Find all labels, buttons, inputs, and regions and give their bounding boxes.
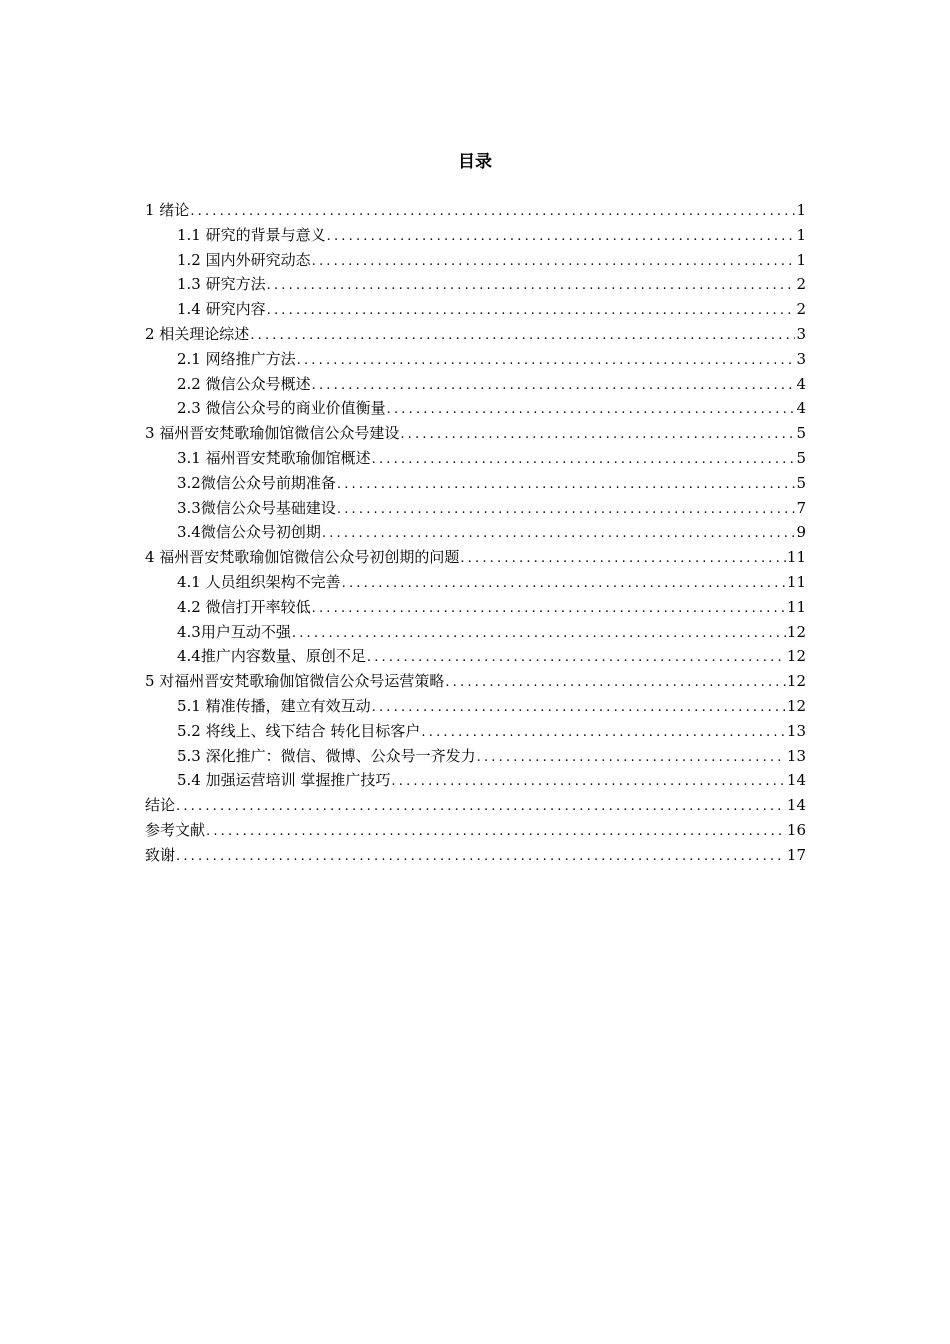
toc-entry[interactable] [145,570,806,595]
toc-entry-page: 12 [786,647,806,666]
toc-dot-leader [341,572,786,597]
toc-dot-leader [311,597,786,622]
toc-entry-page: 13 [786,721,806,740]
toc-entry-label: 2.3 微信公众号的商业价值衡量 [177,399,386,418]
toc-dot-leader [189,200,795,225]
toc-dot-leader [291,622,786,647]
toc-dot-leader [420,721,786,746]
toc-entry[interactable] [145,322,806,347]
toc-entry-label: 1.4 研究内容 [177,300,266,319]
toc-entry-page: 4 [796,374,806,393]
toc-entry[interactable] [145,719,806,744]
toc-entry-label: 1.2 国内外研究动态 [177,250,311,269]
toc-entry-page: 12 [786,696,806,715]
toc-entry-page: 12 [786,622,806,641]
toc-entry[interactable] [145,843,806,868]
toc-entry[interactable] [145,347,806,372]
toc-dot-leader [296,349,796,374]
toc-dot-leader [175,795,786,820]
toc-entry-label: 2.1 网络推广方法 [177,349,296,368]
toc-entry[interactable] [145,471,806,496]
toc-entry-page: 3 [796,324,806,343]
toc-entry-page: 2 [796,275,806,294]
toc-entry[interactable] [145,223,806,248]
toc-entry-page: 14 [786,796,806,815]
toc-dot-leader [366,646,786,671]
toc-dot-leader [386,398,796,423]
toc-entry-label: 参考文献 [145,820,206,839]
page-title: 目录 [458,152,492,172]
toc-entry-label: 3.1 福州晋安梵歌瑜伽馆概述 [177,448,371,467]
toc-entry[interactable] [145,818,806,843]
toc-entry-label: 5.4 加强运营培训 掌握推广技巧 [177,771,391,790]
toc-dot-leader [311,374,796,399]
toc-dot-leader [371,448,796,473]
toc-entry-page: 7 [796,498,806,517]
toc-entry-label: 4.4推广内容数量、原创不足 [177,647,366,666]
toc-entry[interactable] [145,520,806,545]
toc-entry-page: 1 [796,201,806,219]
toc-entry[interactable] [145,744,806,769]
toc-dot-leader [326,225,796,250]
toc-entry-label: 致谢 [145,845,176,864]
toc-entry-page: 3 [796,349,806,368]
toc-entry-label: 3.2微信公众号前期准备 [177,473,336,492]
toc-entry-label: 3 福州晋安梵歌瑜伽馆微信公众号建设 [145,424,400,443]
toc-dot-leader [390,770,786,795]
toc-dot-leader [266,274,796,299]
toc-dot-leader [444,671,786,696]
toc-entry[interactable] [145,793,806,818]
toc-entry-label: 1.1 研究的背景与意义 [177,225,326,244]
toc-entry[interactable] [145,620,806,645]
toc-entry[interactable] [145,644,806,669]
toc-entry-page: 5 [796,424,806,443]
toc-dot-leader [336,498,796,523]
toc-entry[interactable] [145,446,806,471]
toc-entry-page: 5 [796,448,806,467]
toc-entry-label: 2 相关理论综述 [145,324,250,343]
toc-entry[interactable] [145,297,806,322]
toc-entry[interactable] [145,669,806,694]
toc-entry-label: 结论 [145,796,176,815]
toc-entry-page: 4 [796,399,806,418]
toc-dot-leader [311,250,796,275]
toc-entry-label: 4.1 人员组织架构不完善 [177,572,341,591]
toc-entry-label: 3.3微信公众号基础建设 [177,498,336,517]
toc-entry-page: 2 [796,300,806,319]
toc-dot-leader [249,324,795,349]
table-of-contents [145,198,806,868]
toc-entry[interactable] [145,595,806,620]
toc-entry-label: 1 绪论 [145,201,190,219]
toc-entry[interactable] [145,198,806,223]
toc-entry-page: 5 [796,473,806,492]
toc-entry-page: 13 [786,746,806,765]
toc-dot-leader [266,299,796,324]
toc-entry-label: 2.2 微信公众号概述 [177,374,311,393]
toc-entry[interactable] [145,421,806,446]
toc-entry[interactable] [145,272,806,297]
toc-entry[interactable] [145,496,806,521]
toc-entry-label: 5 对福州晋安梵歌瑜伽馆微信公众号运营策略 [145,672,445,691]
toc-entry[interactable] [145,372,806,397]
toc-entry-page: 9 [796,523,806,542]
toc-dot-leader [459,547,786,572]
toc-entry-page: 1 [796,225,806,244]
toc-dot-leader [205,820,786,845]
toc-entry-label: 3.4微信公众号初创期 [177,523,321,542]
toc-entry[interactable] [145,248,806,273]
toc-entry-page: 11 [786,572,806,591]
toc-entry-label: 4.3用户互动不强 [177,622,291,641]
toc-entry-page: 1 [796,250,806,269]
toc-entry-page: 17 [786,845,806,864]
toc-entry-page: 12 [786,672,806,691]
toc-entry-page: 16 [786,820,806,839]
toc-dot-leader [371,696,786,721]
toc-entry-page: 11 [786,597,806,616]
toc-entry[interactable] [145,694,806,719]
toc-dot-leader [336,473,796,498]
toc-dot-leader [476,746,786,771]
toc-entry-label: 4.2 微信打开率较低 [177,597,311,616]
toc-entry[interactable] [145,545,806,570]
toc-entry-page: 14 [786,771,806,790]
toc-entry-label: 4 福州晋安梵歌瑜伽馆微信公众号初创期的问题 [145,548,460,567]
toc-entry[interactable] [145,396,806,421]
toc-entry-label: 5.2 将线上、线下结合 转化目标客户 [177,721,421,740]
toc-entry-page: 11 [786,548,806,567]
toc-entry-label: 1.3 研究方法 [177,275,266,294]
toc-dot-leader [175,845,786,870]
toc-dot-leader [399,423,795,448]
toc-entry-label: 5.3 深化推广：微信、微博、公众号一齐发力 [177,746,476,765]
toc-dot-leader [321,522,796,547]
toc-entry[interactable] [145,768,806,793]
toc-entry-label: 5.1 精准传播，建立有效互动 [177,696,371,715]
